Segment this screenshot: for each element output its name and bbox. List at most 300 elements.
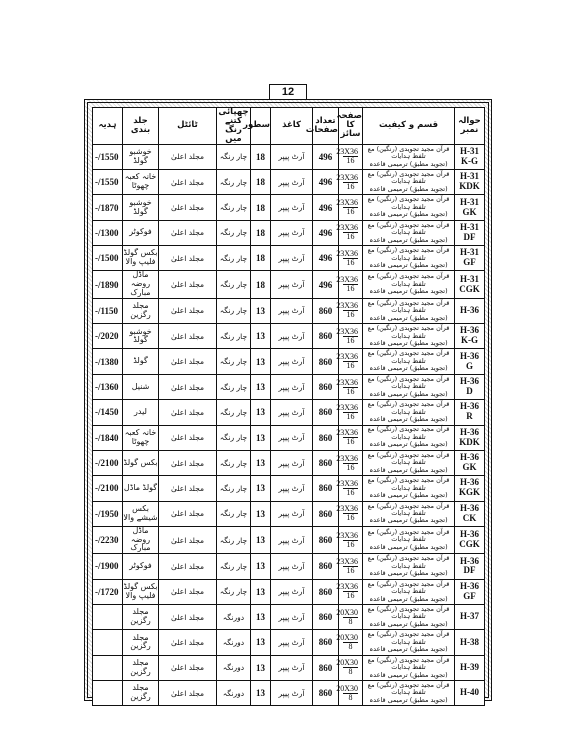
desc-line-1: قرآن مجید تجویدی (رنگین) مع تلفظ ہدایات (367, 324, 450, 340)
cell-num3 (251, 400, 271, 425)
cell-num3 (313, 476, 339, 501)
cell-paper (271, 374, 313, 399)
col-header-pages: تعداد صفحات (313, 108, 339, 145)
code-suffix: D (466, 386, 473, 396)
cover-value: گولڈ ماڈل (123, 482, 158, 492)
code-suffix: CGK (459, 539, 480, 550)
size-denominator: 16 (346, 257, 355, 267)
cell-cover (123, 425, 159, 450)
table-row (93, 425, 485, 450)
pages-value: 496 (318, 177, 333, 188)
cover-value: بکس شیشے والا (123, 503, 158, 522)
price-table (92, 107, 485, 706)
desc-line-1: قرآن مجید تجویدی (رنگین) مع تلفظ ہدایات (367, 246, 450, 262)
pages-value: 496 (318, 253, 333, 264)
desc-line-2: (تجوید مطبق) ترمیمی قاعدہ (369, 339, 448, 348)
pages-value: 496 (318, 279, 333, 290)
table-row (93, 579, 485, 604)
cell-desc (363, 374, 455, 399)
cell-desc (363, 501, 455, 526)
cell-code (455, 681, 485, 706)
col-header-price: ہدیہ (93, 108, 123, 145)
cell-price (93, 476, 123, 501)
cell-size (336, 655, 363, 680)
cell-title (159, 604, 217, 629)
cell-cover (123, 604, 159, 629)
desc-line-2: (تجوید مطبق) ترمیمی قاعدہ (369, 235, 448, 244)
pages-value: 860 (318, 612, 333, 623)
title-value: مجلد اعلیٰ (171, 357, 204, 367)
code-suffix: GK (462, 206, 477, 217)
desc-line-2: (تجوید مطبق) ترمیمی قاعدہ (369, 465, 448, 474)
cell-code (455, 170, 485, 195)
desc-line-2: (تجوید مطبق) ترمیمی قاعدہ (369, 159, 448, 168)
cover-value: خوشبو گولڈ (129, 197, 152, 216)
size-numerator: 23X36 (336, 504, 358, 514)
desc-line-1: قرآن مجید تجویدی (رنگین) مع تلفظ ہدایات (367, 630, 450, 646)
cell-price (93, 630, 123, 655)
code-suffix: GF (463, 257, 476, 268)
cell-num3 (251, 579, 271, 604)
paper-value: آرٹ پیپر (278, 587, 305, 597)
cell-cover (123, 630, 159, 655)
size-numerator: 23X36 (336, 301, 358, 311)
cell-price (93, 144, 123, 169)
desc-line-1: قرآن مجید تجویدی (رنگین) مع تلفظ ہدایات (367, 450, 450, 467)
cell-desc (363, 450, 455, 475)
cell-num3 (313, 400, 339, 425)
size-denominator: 16 (346, 335, 355, 345)
title-value: مجلد اعلیٰ (171, 228, 204, 238)
lines-value: 13 (256, 356, 265, 367)
lines-value: 18 (256, 202, 265, 213)
header-row (93, 108, 485, 145)
table-row (93, 681, 485, 706)
desc-line-1: قرآن مجید تجویدی (رنگین) مع تلفظ ہدایات (367, 374, 450, 391)
title-value: مجلد اعلیٰ (171, 177, 204, 187)
col-header-title: ٹائٹل (159, 108, 217, 145)
pages-value: 860 (318, 483, 333, 494)
cell-price (93, 604, 123, 629)
desc-line-1: قرآن مجید تجویدی (رنگین) مع تلفظ ہدایات (367, 501, 450, 517)
cell-size (336, 271, 363, 298)
cell-price (93, 450, 123, 475)
cell-code (455, 655, 485, 680)
cell-cover (123, 195, 159, 220)
table-row (93, 604, 485, 629)
size-denominator: 16 (346, 437, 355, 447)
cell-paper (271, 501, 313, 526)
cell-size (336, 298, 363, 323)
cell-paper (271, 681, 313, 706)
desc-line-1: قرآن مجید تجویدی (رنگین) مع تلفظ ہدایات (367, 476, 450, 492)
size-numerator: 23X36 (336, 402, 358, 412)
code-primary: H-31 (460, 222, 479, 232)
code-suffix: G (465, 360, 473, 371)
cover-value: گولڈ (133, 356, 148, 366)
lines-value: 13 (256, 637, 265, 648)
cell-size (336, 324, 363, 349)
col-header-paper: کاغذ (271, 108, 313, 145)
code-primary: H-31 (460, 145, 479, 156)
lines-value: 13 (256, 688, 265, 699)
desc-line-1: قرآن مجید تجویدی (رنگین) مع تلفظ ہدایات (367, 400, 450, 416)
code-suffix: DF (463, 231, 476, 242)
cell-title (159, 630, 217, 655)
title-value: مجلد اعلیٰ (171, 433, 204, 443)
size-denominator: 16 (346, 591, 355, 601)
pages-value: 860 (318, 305, 333, 316)
desc-line-2: (تجوید مطبق) ترمیمی قاعدہ (369, 260, 448, 269)
cell-code (455, 425, 485, 450)
cell-color (217, 554, 251, 579)
cell-price (93, 298, 123, 323)
size-denominator: 16 (346, 207, 355, 217)
table-row (93, 400, 485, 425)
cell-size (336, 170, 363, 195)
desc-line-2: (تجوید مطبق) ترمیمی قاعدہ (369, 415, 448, 424)
cell-num3 (251, 246, 271, 271)
desc-line-1: قرآن مجید تجویدی (رنگین) مع تلفظ ہدایات (367, 349, 450, 365)
lines-value: 18 (256, 253, 265, 264)
size-denominator: 16 (346, 462, 355, 472)
size-numerator: 23X36 (336, 478, 358, 488)
size-denominator: 16 (346, 487, 355, 497)
table-row (93, 374, 485, 399)
pages-value: 496 (318, 151, 333, 162)
cell-desc (363, 630, 455, 655)
desc-line-2: (تجوید مطبق) ترمیمی قاعدہ (369, 619, 448, 628)
title-value: مجلد اعلیٰ (171, 280, 204, 290)
code-primary: H-31 (460, 273, 479, 284)
size-numerator: 23X36 (336, 453, 358, 463)
cell-size (336, 144, 363, 169)
cell-num3 (313, 630, 339, 655)
title-value: مجلد اعلیٰ (171, 483, 204, 493)
col-header-code: حوالہ نمبر (455, 108, 485, 145)
size-numerator: 20X30 (336, 658, 358, 668)
cell-size (336, 554, 363, 579)
code-suffix: GF (463, 590, 476, 601)
lines-value: 13 (256, 305, 265, 316)
cell-code (455, 579, 485, 604)
catalog-frame (84, 99, 492, 704)
cell-price (93, 526, 123, 553)
title-value: مجلد اعلیٰ (171, 535, 204, 545)
cell-num3 (251, 195, 271, 220)
cell-code (455, 374, 485, 399)
code-primary: H-39 (460, 661, 479, 672)
desc-line-2: (تجوید مطبق) ترمیمی قاعدہ (369, 491, 448, 500)
cell-price (93, 246, 123, 271)
cover-value: خوشبو گولڈ (129, 147, 152, 165)
cell-paper (271, 246, 313, 271)
code-primary: H-31 (460, 171, 479, 182)
col-header-cover: جلد بندی (123, 108, 159, 145)
color-value: دورنگہ (222, 637, 245, 647)
cell-desc (363, 604, 455, 629)
table-row (93, 246, 485, 271)
cell-size (336, 400, 363, 425)
cell-color (217, 170, 251, 195)
cell-title (159, 655, 217, 680)
lines-value: 13 (256, 432, 265, 443)
pages-value: 860 (318, 586, 333, 597)
size-numerator: 23X36 (336, 428, 358, 438)
code-primary: H-36 (460, 376, 479, 387)
table-body (93, 144, 485, 706)
cell-title (159, 324, 217, 349)
cell-cover (123, 579, 159, 604)
title-value: مجلد اعلیٰ (171, 306, 204, 316)
paper-value: آرٹ پیپر (278, 561, 305, 571)
desc-line-2: (تجوید مطبق) ترمیمی قاعدہ (369, 695, 448, 704)
cell-desc (363, 579, 455, 604)
price-value: 1720/- (95, 586, 119, 597)
cell-cover (123, 271, 159, 298)
pages-value: 860 (318, 535, 333, 546)
cell-num3 (313, 170, 339, 195)
cell-paper (271, 324, 313, 349)
paper-value: آرٹ پیپر (278, 407, 305, 417)
cell-price (93, 501, 123, 526)
table-row (93, 298, 485, 323)
cell-color (217, 298, 251, 323)
desc-line-2: (تجوید مطبق) ترمیمی قاعدہ (369, 516, 448, 525)
cell-desc (363, 425, 455, 450)
title-value: مجلد اعلیٰ (171, 688, 204, 698)
cell-color (217, 655, 251, 680)
cell-paper (271, 526, 313, 553)
cell-cover (123, 246, 159, 271)
cell-price (93, 655, 123, 680)
paper-value: آرٹ پیپر (278, 253, 305, 263)
price-value: 1840/- (95, 432, 119, 443)
size-numerator: 23X36 (336, 326, 358, 336)
cell-code (455, 349, 485, 374)
cover-value: ماڈل روضہ مبارک (130, 525, 151, 553)
cell-desc (363, 400, 455, 425)
size-denominator: 8 (348, 692, 353, 702)
desc-line-1: قرآن مجید تجویدی (رنگین) مع تلفظ ہدایات (367, 604, 450, 621)
cell-code (455, 604, 485, 629)
cell-num3 (313, 604, 339, 629)
paper-value: آرٹ پیپر (278, 152, 305, 162)
color-value: چار رنگہ (219, 177, 248, 187)
cell-color (217, 400, 251, 425)
table-row (93, 554, 485, 579)
size-denominator: 8 (348, 641, 353, 651)
cell-price (93, 170, 123, 195)
col-header-desc: قسم و کیفیت (363, 108, 455, 145)
pages-value: 860 (318, 561, 333, 572)
code-primary: H-36 (460, 580, 479, 591)
table-row (93, 450, 485, 475)
cell-num3 (251, 349, 271, 374)
lines-value: 13 (256, 458, 265, 469)
page-number: 12 (269, 84, 307, 100)
size-numerator: 23X36 (336, 275, 358, 285)
cell-color (217, 246, 251, 271)
cell-num3 (251, 324, 271, 349)
paper-value: آرٹ پیپر (278, 612, 305, 622)
size-numerator: 23X36 (336, 582, 358, 592)
code-primary: H-36 (460, 305, 479, 316)
color-value: چار رنگہ (219, 306, 248, 316)
title-value: مجلد اعلیٰ (171, 587, 204, 597)
size-denominator: 16 (346, 284, 355, 294)
cell-desc (363, 220, 455, 245)
cell-cover (123, 374, 159, 399)
code-primary: H-36 (460, 555, 479, 566)
title-value: مجلد اعلیٰ (171, 407, 204, 417)
cell-price (93, 220, 123, 245)
code-suffix: R (466, 411, 473, 422)
cell-num3 (313, 324, 339, 349)
cell-price (93, 324, 123, 349)
cell-desc (363, 681, 455, 706)
price-value: 1550/- (95, 151, 119, 162)
cell-color (217, 349, 251, 374)
cell-num3 (251, 501, 271, 526)
desc-line-1: قرآن مجید تجویدی (رنگین) مع تلفظ ہدایات (367, 170, 450, 186)
cover-value: مجلد رگزین (130, 683, 151, 702)
cell-num3 (313, 298, 339, 323)
desc-line-2: (تجوید مطبق) ترمیمی قاعدہ (369, 389, 448, 398)
desc-line-2: (تجوید مطبق) ترمیمی قاعدہ (369, 594, 448, 603)
size-denominator: 16 (346, 181, 355, 191)
cell-price (93, 271, 123, 298)
cell-paper (271, 271, 313, 298)
cell-desc (363, 476, 455, 501)
cover-value: لیدر (134, 406, 147, 416)
cell-size (336, 349, 363, 374)
paper-value: آرٹ پیپر (278, 331, 305, 341)
lines-value: 13 (256, 331, 265, 342)
cell-num3 (313, 220, 339, 245)
price-value: 1950/- (95, 508, 119, 519)
cell-num3 (251, 271, 271, 298)
color-value: چار رنگہ (219, 509, 248, 519)
pages-value: 496 (318, 227, 333, 238)
size-numerator: 20X30 (336, 632, 358, 642)
cell-num3 (251, 298, 271, 323)
cell-color (217, 425, 251, 450)
desc-line-1: قرآن مجید تجویدی (رنگین) مع تلفظ ہدایات (367, 298, 450, 315)
size-numerator: 23X36 (336, 198, 358, 208)
color-value: چار رنگہ (219, 587, 248, 597)
cell-cover (123, 655, 159, 680)
cover-value: خانہ کعبہ چھوٹا (124, 172, 157, 191)
desc-line-1: قرآن مجید تجویدی (رنگین) مع تلفظ ہدایات (367, 272, 450, 288)
cell-num3 (313, 655, 339, 680)
pages-value: 860 (318, 688, 333, 699)
cell-title (159, 374, 217, 399)
cell-code (455, 144, 485, 169)
size-denominator: 16 (346, 411, 355, 421)
paper-value: آرٹ پیپر (278, 535, 305, 545)
color-value: چار رنگہ (219, 357, 248, 367)
cover-value: مجلد رگزین (130, 632, 151, 651)
table-row (93, 195, 485, 220)
cell-title (159, 501, 217, 526)
desc-line-1: قرآن مجید تجویدی (رنگین) مع تلفظ ہدایات (367, 680, 450, 697)
title-value: مجلد اعلیٰ (171, 637, 204, 647)
cell-paper (271, 579, 313, 604)
desc-line-1: قرآن مجید تجویدی (رنگین) مع تلفظ ہدایات (367, 220, 450, 237)
size-denominator: 16 (346, 232, 355, 242)
cell-size (336, 681, 363, 706)
code-primary: H-36 (460, 325, 479, 336)
cell-num3 (313, 195, 339, 220)
title-value: مجلد اعلیٰ (171, 561, 204, 571)
table-row (93, 220, 485, 245)
cell-num3 (251, 374, 271, 399)
cover-value: خانہ کعبہ چھوٹا (124, 427, 157, 446)
paper-value: آرٹ پیپر (278, 637, 305, 647)
code-suffix: KDK (459, 181, 480, 192)
col-header-lines: سطور (251, 108, 271, 145)
cell-color (217, 220, 251, 245)
col-header-color: چھپائی کتنے رنگ میں (218, 107, 249, 144)
cell-size (336, 450, 363, 475)
price-value: 1300/- (95, 227, 119, 238)
cell-color (217, 604, 251, 629)
code-primary: H-36 (460, 401, 479, 412)
desc-line-2: (تجوید مطبق) ترمیمی قاعدہ (369, 364, 448, 373)
cell-color (217, 324, 251, 349)
cell-price (93, 195, 123, 220)
code-suffix: K-G (461, 335, 478, 346)
cell-code (455, 476, 485, 501)
cell-cover (123, 220, 159, 245)
cell-num3 (313, 374, 339, 399)
cell-num3 (313, 579, 339, 604)
cell-code (455, 400, 485, 425)
cell-title (159, 400, 217, 425)
table-row (93, 349, 485, 374)
code-primary: H-36 (460, 350, 479, 361)
cell-num3 (313, 144, 339, 169)
cell-desc (363, 246, 455, 271)
pages-value: 860 (318, 331, 333, 342)
cell-desc (363, 195, 455, 220)
cell-num3 (313, 554, 339, 579)
cell-num3 (251, 144, 271, 169)
cell-code (455, 246, 485, 271)
cell-color (217, 144, 251, 169)
table-row (93, 271, 485, 298)
price-value: 1500/- (95, 253, 119, 264)
cell-num3 (313, 681, 339, 706)
paper-value: آرٹ پیپر (278, 306, 305, 316)
cell-size (336, 630, 363, 655)
lines-value: 13 (256, 586, 265, 597)
cell-num3 (313, 349, 339, 374)
pages-value: 860 (318, 407, 333, 418)
cover-value: فوکوٹر (129, 561, 152, 571)
color-value: چار رنگہ (219, 458, 248, 468)
code-primary: H-36 (460, 477, 479, 488)
price-value: 2230/- (95, 535, 119, 546)
cell-title (159, 195, 217, 220)
lines-value: 18 (256, 151, 265, 162)
cover-value: فوکوٹر (129, 227, 152, 237)
cell-desc (363, 324, 455, 349)
cell-desc (363, 349, 455, 374)
cell-paper (271, 425, 313, 450)
lines-value: 13 (256, 382, 265, 392)
